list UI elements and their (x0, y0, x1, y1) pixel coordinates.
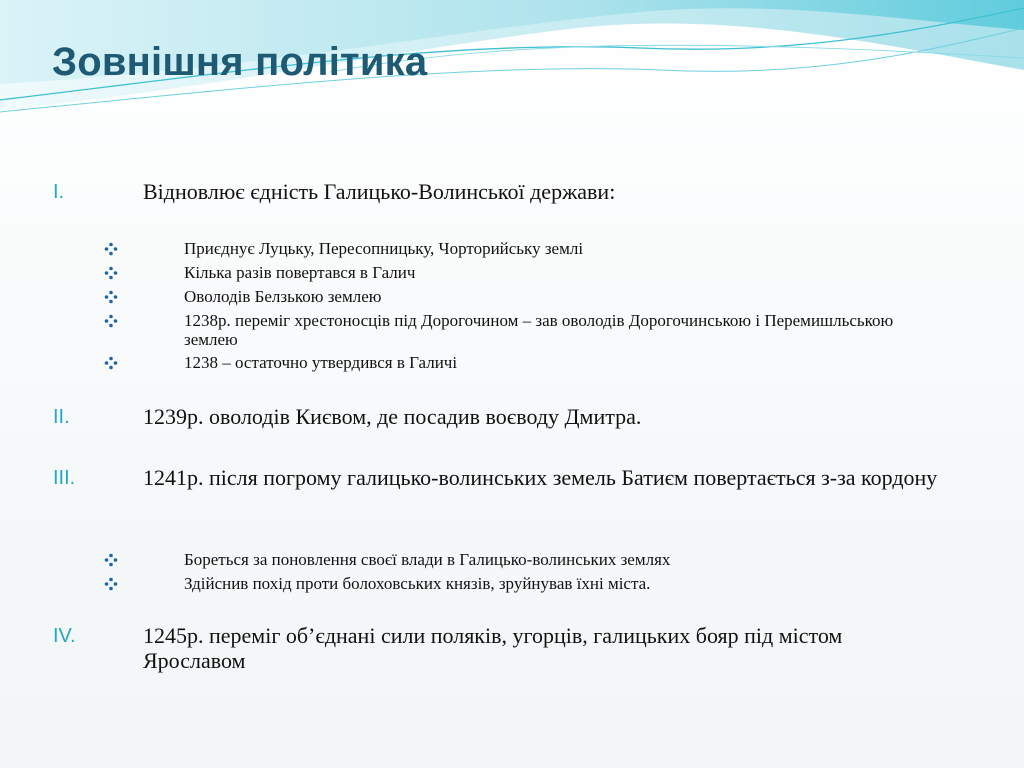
diamond-dots-icon (104, 266, 118, 280)
item-text: 1241р. після погрому галицько-волинських земель Батиєм повертається з-за кордону (143, 465, 938, 490)
item-text: 1239р. оволодів Києвом, де посадив воєводу Дмитра. (143, 404, 642, 429)
item-numeral: IV. (53, 625, 76, 647)
diamond-dots-icon (104, 314, 118, 328)
item-text: 1245р. переміг об’єднані сили поляків, угорців, галицьких бояр під містом Ярославом (143, 623, 843, 673)
sub-item-text: Кілька разів повертався в Галич (184, 263, 416, 282)
sub-item-text: 1238р. переміг хрестоносців під Дорогочином – зав оволодів Дорогочинською і Перемишльською землею (184, 311, 894, 349)
item-numeral: I. (53, 181, 65, 203)
diamond-dots-icon (104, 242, 118, 256)
slide-title: Зовнішня політика (52, 40, 428, 84)
diamond-dots-icon (104, 577, 118, 591)
item-numeral: II. (53, 406, 70, 428)
diamond-dots-icon (104, 356, 118, 370)
item-text: Відновлює єдність Галицько-Волинської держави: (143, 179, 616, 204)
item-numeral: III. (53, 467, 76, 489)
sub-item-text: Приєднує Луцьку, Пересопницьку, Чорторийську землі (184, 239, 584, 258)
sub-item-text: Оволодів Белзькою землею (184, 287, 382, 306)
diamond-dots-icon (104, 553, 118, 567)
sub-item-text: Здійснив похід проти болоховських князів, зруйнував їхні міста. (184, 574, 651, 593)
sub-item-text: 1238 – остаточно утвердився в Галичі (184, 353, 458, 372)
diamond-dots-icon (104, 290, 118, 304)
sub-item-text: Бореться за поновлення своєї влади в Галицько-волинських землях (184, 550, 671, 569)
